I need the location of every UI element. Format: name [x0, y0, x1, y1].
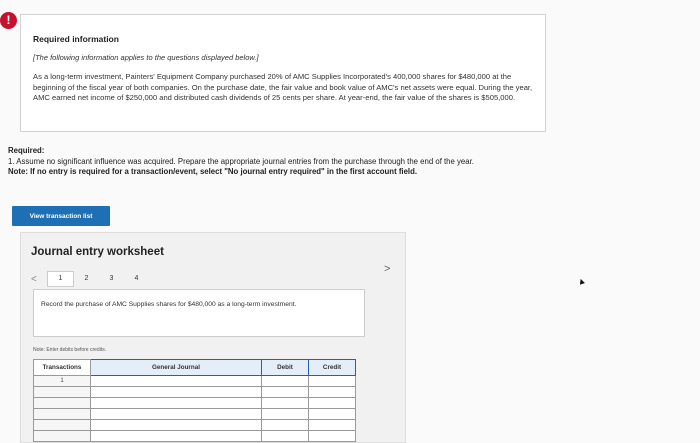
prev-arrow-icon[interactable]: <: [31, 273, 37, 285]
credit-header: Credit: [309, 360, 356, 376]
alert-icon: !: [0, 12, 17, 29]
info-subtitle: [The following information applies to the questions displayed below.]: [33, 53, 259, 62]
transactions-header: Transactions: [34, 360, 91, 376]
transaction-cell: [34, 431, 91, 442]
transaction-cell: [34, 409, 91, 420]
general-journal-cell[interactable]: [91, 398, 262, 409]
required-question: 1. Assume no significant influence was acquired. Prepare the appropriate journal entries from the purchase through the end of the year.: [8, 156, 474, 166]
required-section: [8, 146, 568, 178]
page-3-tab[interactable]: 3: [109, 275, 114, 282]
general-journal-header: General Journal: [91, 360, 262, 376]
debit-header: Debit: [262, 360, 309, 376]
table-row: [34, 376, 356, 387]
worksheet-pager: [31, 271, 149, 287]
info-title: Required information: [33, 34, 119, 44]
credit-cell[interactable]: [309, 376, 356, 387]
general-journal-cell[interactable]: [91, 420, 262, 431]
mouse-cursor-icon: ▲: [575, 274, 588, 288]
page-4-tab[interactable]: 4: [134, 275, 139, 282]
credit-cell[interactable]: [309, 431, 356, 442]
general-journal-cell[interactable]: [91, 431, 262, 442]
journal-table: [33, 359, 356, 442]
debit-cell[interactable]: [262, 409, 309, 420]
journal-entry-worksheet: [20, 232, 406, 443]
table-row: [34, 387, 356, 398]
info-body: As a long-term investment, Painters' Equipment Company purchased 20% of AMC Supplies Incorporated's 400,000 shares for $480,000 at the beginning of the fiscal year of both companies. On the purchase date, the fair value and book value of AMC's net assets were equal. During the year, AMC earned net income of $250,000 and distributed cash dividends of 25 cents per share. At year-end, the fair value of the shares is $505,000.: [33, 72, 533, 102]
required-information-box: [20, 14, 546, 132]
credit-cell[interactable]: [309, 387, 356, 398]
table-row: [34, 431, 356, 442]
note-text: If no entry is required for a transaction/event, select "No journal entry required" in the first account field.: [30, 167, 418, 176]
debit-cell[interactable]: [262, 420, 309, 431]
transaction-number: 1: [34, 376, 91, 387]
debit-cell[interactable]: [262, 376, 309, 387]
page-2-tab[interactable]: 2: [84, 275, 89, 282]
note-label: Note:: [8, 167, 28, 176]
debit-cell[interactable]: [262, 431, 309, 442]
credit-cell[interactable]: [309, 409, 356, 420]
transaction-cell: [34, 420, 91, 431]
credit-cell[interactable]: [309, 398, 356, 409]
required-note: [8, 167, 568, 178]
view-transaction-list-button[interactable]: View transaction list: [12, 206, 110, 226]
transaction-cell: [34, 398, 91, 409]
table-row: [34, 398, 356, 409]
page-1-tab[interactable]: 1: [47, 271, 74, 287]
table-row: [34, 420, 356, 431]
general-journal-cell[interactable]: [91, 387, 262, 398]
worksheet-title: Journal entry worksheet: [31, 246, 164, 258]
table-row: [34, 409, 356, 420]
debit-cell[interactable]: [262, 387, 309, 398]
task-description-box: [33, 289, 365, 337]
required-heading: Required:: [8, 146, 45, 155]
transaction-cell: [34, 387, 91, 398]
debit-cell[interactable]: [262, 398, 309, 409]
general-journal-cell[interactable]: [91, 376, 262, 387]
next-arrow-icon[interactable]: >: [384, 263, 391, 275]
general-journal-cell[interactable]: [91, 409, 262, 420]
credit-cell[interactable]: [309, 420, 356, 431]
debits-note: Note: Enter debits before credits.: [33, 347, 107, 353]
task-description: Record the purchase of AMC Supplies shares for $480,000 as a long-term investment.: [41, 301, 297, 308]
